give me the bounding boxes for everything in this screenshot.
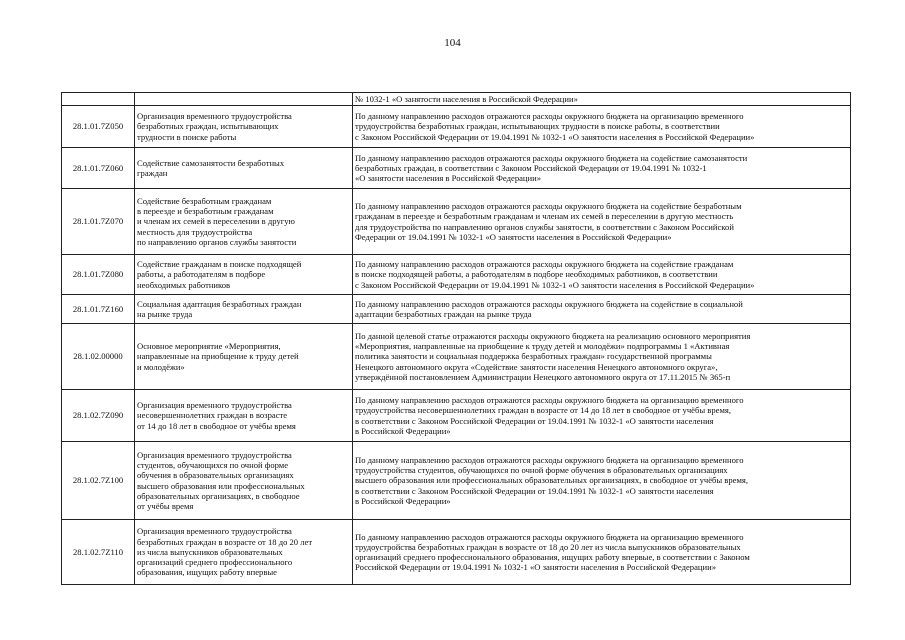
description-cell: По данному направлению расходов отражаются расходы окружного бюджета на организацию временного трудоустройства несовершеннолетних граждан в возрасте от 14 до 18 лет в свободное от учёбы время, в соответствии с Законом Российской Федерации от 19.04.1991 № 1032-1 «О занятости населения в Российской Федерации» <box>353 390 851 442</box>
page-number: 104 <box>444 37 461 49</box>
table-row <box>62 520 851 585</box>
name-cell: Социальная адаптация безработных граждан на рынке труда <box>135 295 353 324</box>
code-cell: 28.1.01.7Z080 <box>62 255 135 295</box>
table-row <box>62 324 851 390</box>
description-cell: По данному направлению расходов отражаются расходы окружного бюджета на организацию временного трудоустройства студентов, обучающихся по очной форме обучения в образовательных организациях высшего образования или профессиональных образовательных организациях, в свободное от учёбы время, в соответствии с Законом Российской Федерации от 19.04.1991 № 1032-1 «О занятости населения в Российской Федерации» <box>353 442 851 520</box>
description-cell: По данному направлению расходов отражаются расходы окружного бюджета на организацию временного трудоустройства безработных граждан, испытывающих трудности в поиске работы, в соответствии с Законом Российской Федерации от 19.04.1991 № 1032-1 «О занятости населения в Российской Федерации» <box>353 106 851 148</box>
table-row <box>62 442 851 520</box>
name-cell: Организация временного трудоустройства безработных граждан в возрасте от 18 до 20 лет из числа выпускников образовательных организаций среднего профессионального образования, ищущих работу впервые <box>135 520 353 585</box>
name-cell <box>135 93 353 106</box>
code-cell: 28.1.02.00000 <box>62 324 135 390</box>
name-cell: Основное мероприятие «Мероприятия, направленные на приобщение к труду детей и молодёжи» <box>135 324 353 390</box>
name-cell: Организация временного трудоустройства безработных граждан, испытывающих трудности в поиске работы <box>135 106 353 148</box>
budget-classification-table <box>61 92 851 585</box>
code-cell: 28.1.02.7Z100 <box>62 442 135 520</box>
code-cell: 28.1.02.7Z090 <box>62 390 135 442</box>
code-cell: 28.1.02.7Z110 <box>62 520 135 585</box>
code-cell <box>62 93 135 106</box>
description-cell: По данному направлению расходов отражаются расходы окружного бюджета на содействие самозанятости безработных граждан, в соответствии с Законом Российской Федерации от 19.04.1991 № 1032-1 «О занятости населения в Российской Федерации» <box>353 148 851 189</box>
table-row <box>62 189 851 255</box>
code-cell: 28.1.01.7Z160 <box>62 295 135 324</box>
name-cell: Содействие гражданам в поиске подходящей работы, а работодателям в подборе необходимых работников <box>135 255 353 295</box>
table-row <box>62 255 851 295</box>
code-cell: 28.1.01.7Z060 <box>62 148 135 189</box>
description-cell: № 1032-1 «О занятости населения в Российской Федерации» <box>353 93 851 106</box>
table-row <box>62 93 851 106</box>
code-cell: 28.1.01.7Z070 <box>62 189 135 255</box>
name-cell: Организация временного трудоустройства студентов, обучающихся по очной форме обучения в образовательных организациях высшего образования или профессиональных образовательных организациях, в свободное от учёбы время <box>135 442 353 520</box>
description-cell: По данному направлению расходов отражаются расходы окружного бюджета на содействие в социальной адаптации безработных граждан на рынке труда <box>353 295 851 324</box>
description-cell: По данному направлению расходов отражаются расходы окружного бюджета на организацию временного трудоустройства безработных граждан в возрасте от 18 до 20 лет из числа выпускников образовательных организаций среднего профессионального образования, ищущих работу впервые, в соответствии с Законом Российской Федерации от 19.04.1991 № 1032-1 «О занятости населения в Российской Федерации» <box>353 520 851 585</box>
name-cell: Организация временного трудоустройства несовершеннолетних граждан в возрасте от 14 до 18 лет в свободное от учёбы время <box>135 390 353 442</box>
table-row <box>62 295 851 324</box>
table-row <box>62 148 851 189</box>
name-cell: Содействие самозанятости безработных граждан <box>135 148 353 189</box>
code-cell: 28.1.01.7Z050 <box>62 106 135 148</box>
description-cell: По данному направлению расходов отражаются расходы окружного бюджета на содействие гражданам в поиске подходящей работы, а работодателям в подборе необходимых работников, в соответствии с Законом Российской Федерации от 19.04.1991 № 1032-1 «О занятости населения в Российской Федерации» <box>353 255 851 295</box>
table-row <box>62 390 851 442</box>
description-cell: По данной целевой статье отражаются расходы окружного бюджета на реализацию основного мероприятия «Мероприятия, направленные на приобщение к труду детей и молодёжи» подпрограммы 1 «Активная политика занятости и социальная поддержка безработных граждан» государственной программы Ненецкого автономного округа «Содействие занятости населения Ненецкого автономного округа», утверждённой постановлением Администрации Ненецкого автономного округа от 17.11.2015 № 365-п <box>353 324 851 390</box>
description-cell: По данному направлению расходов отражаются расходы окружного бюджета на содействие безработным гражданам в переезде и безработным гражданам и членам их семей в переселении в другую местность для трудоустройства по направлению органов службы занятости, в соответствии с Законом Российской Федерации от 19.04.1991 № 1032-1 «О занятости населения в Российской Федерации» <box>353 189 851 255</box>
name-cell: Содействие безработным гражданам в переезде и безработным гражданам и членам их семей в переселении в другую местность для трудоустройства по направлению органов службы занятости <box>135 189 353 255</box>
table-row <box>62 106 851 148</box>
